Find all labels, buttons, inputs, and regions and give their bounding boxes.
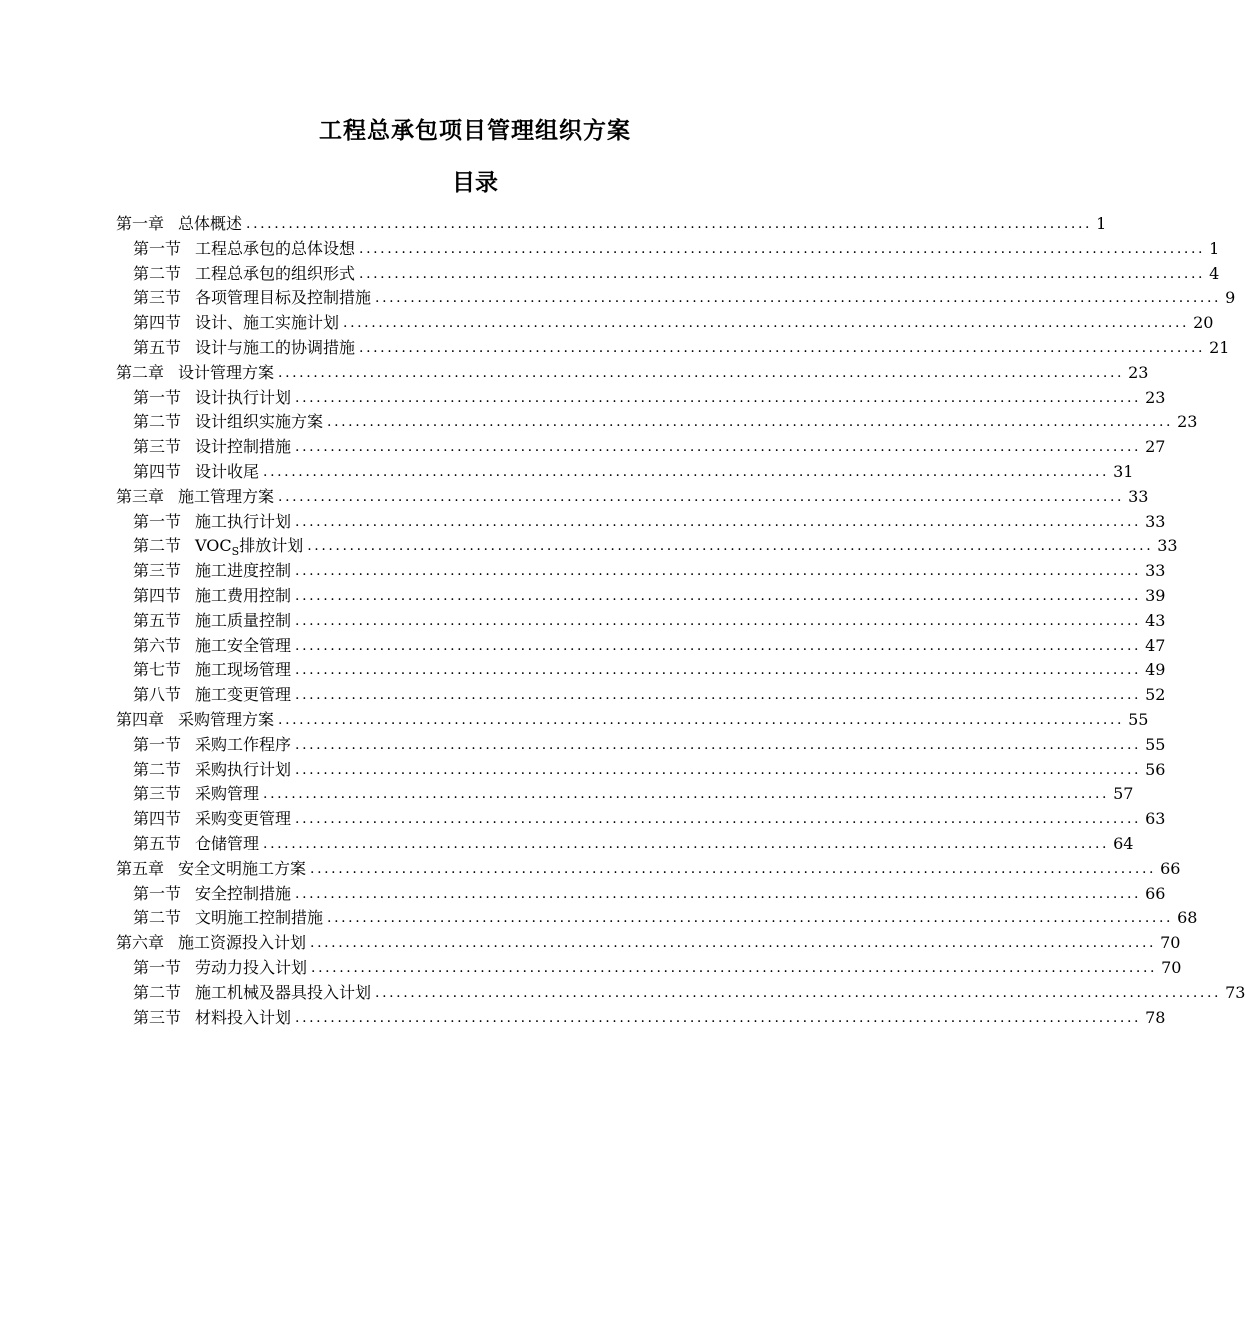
- toc-leader: ........................................................................................................................: [310, 860, 1157, 877]
- toc-entry-section[interactable]: [116, 956, 1182, 981]
- toc-title: 设计管理方案: [178, 362, 275, 382]
- toc-page-number: 33: [1145, 511, 1166, 531]
- toc-entry-chapter[interactable]: [116, 212, 1107, 237]
- toc-title: 各项管理目标及控制措施: [195, 288, 372, 308]
- toc-entry-chapter[interactable]: [116, 361, 1149, 386]
- toc-page-number: 70: [1160, 933, 1181, 953]
- document-title: 工程总承包项目管理组织方案: [319, 118, 631, 144]
- toc-entry-section[interactable]: [116, 832, 1134, 857]
- toc-number: 第一节: [133, 883, 182, 903]
- toc-page-number: 33: [1128, 486, 1149, 506]
- toc-leader: ........................................................................................................................: [278, 488, 1125, 505]
- toc-leader: ........................................................................................................................: [278, 711, 1125, 728]
- toc-page-number: 64: [1113, 833, 1134, 853]
- toc-leader: ........................................................................................................................: [295, 1009, 1142, 1026]
- toc-leader: ........................................................................................................................: [295, 612, 1142, 629]
- toc-page-number: 23: [1145, 387, 1166, 407]
- toc-leader: ........................................................................................................................: [278, 364, 1125, 381]
- toc-entry-section[interactable]: [116, 386, 1166, 411]
- toc-number: 第二节: [133, 908, 182, 928]
- toc-page-number: 68: [1177, 908, 1198, 928]
- toc-title: 安全文明施工方案: [178, 858, 307, 878]
- toc-entry-section[interactable]: [116, 534, 1178, 559]
- toc-entry-chapter[interactable]: [116, 931, 1181, 956]
- toc-leader: ........................................................................................................................: [295, 513, 1142, 530]
- toc-title: 工程总承包的组织形式: [195, 263, 356, 283]
- toc-entry-section[interactable]: [116, 559, 1166, 584]
- toc-page-number: 55: [1128, 709, 1149, 729]
- toc-page-number: 63: [1145, 809, 1166, 829]
- toc-leader: ........................................................................................................................: [295, 687, 1142, 704]
- toc-page-number: 73: [1225, 982, 1245, 1002]
- toc-title: 施工资源投入计划: [178, 933, 307, 953]
- toc-title: 施工安全管理: [195, 635, 292, 655]
- toc-page-number: 1: [1096, 214, 1107, 233]
- toc-entry-section[interactable]: [116, 782, 1134, 807]
- toc-number: 第四节: [133, 313, 182, 333]
- toc-title: 文明施工控制措施: [195, 908, 324, 928]
- toc-leader: ........................................................................................................................: [295, 637, 1142, 654]
- toc-entry-section[interactable]: [116, 584, 1166, 609]
- toc-number: 第三节: [133, 1007, 182, 1027]
- toc-page-number: 57: [1113, 784, 1134, 804]
- toc-leader: ........................................................................................................................: [263, 463, 1110, 480]
- toc-number: 第二章: [116, 362, 165, 382]
- toc-number: 第一节: [133, 238, 182, 258]
- toc-leader: ........................................................................................................................: [327, 910, 1174, 927]
- toc-entry-section[interactable]: [116, 882, 1166, 907]
- toc-number: 第四章: [116, 709, 165, 729]
- toc-entry-section[interactable]: [116, 1006, 1166, 1031]
- toc-page-number: 33: [1145, 561, 1166, 581]
- toc-leader: ........................................................................................................................: [375, 290, 1222, 307]
- toc-number: 第一章: [116, 214, 165, 233]
- toc-entry-section[interactable]: [116, 510, 1166, 535]
- toc-title: 采购工作程序: [195, 734, 292, 754]
- toc-title: 劳动力投入计划: [195, 957, 308, 977]
- toc-entry-chapter[interactable]: [116, 857, 1181, 882]
- toc-number: 第七节: [133, 660, 182, 680]
- toc-title: 施工现场管理: [195, 660, 292, 680]
- toc-leader: ........................................................................................................................: [359, 265, 1206, 282]
- toc-title: 采购执行计划: [195, 759, 292, 779]
- toc-number: 第五节: [133, 337, 182, 357]
- toc-page-number: 66: [1145, 883, 1166, 903]
- toc-entry-chapter[interactable]: [116, 485, 1149, 510]
- toc-leader: ........................................................................................................................: [246, 216, 1093, 232]
- table-of-contents: [116, 212, 1245, 1030]
- toc-leader: ........................................................................................................................: [295, 563, 1142, 580]
- toc-number: 第一节: [133, 957, 182, 977]
- toc-leader: ........................................................................................................................: [327, 414, 1174, 431]
- toc-leader: ........................................................................................................................: [295, 885, 1142, 902]
- toc-leader: ........................................................................................................................: [295, 811, 1142, 828]
- toc-number: 第三节: [133, 288, 182, 308]
- toc-page-number: 56: [1145, 759, 1166, 779]
- toc-leader: ........................................................................................................................: [375, 984, 1222, 1001]
- toc-entry-section[interactable]: [116, 634, 1166, 659]
- toc-number: 第四节: [133, 461, 182, 481]
- toc-heading: 目录: [452, 170, 498, 196]
- toc-title-subscript: S: [231, 545, 240, 559]
- toc-page-number: 23: [1128, 362, 1149, 382]
- toc-entry-section[interactable]: [116, 262, 1220, 287]
- toc-leader: ........................................................................................................................: [295, 389, 1142, 406]
- toc-page-number: 52: [1145, 685, 1166, 705]
- toc-entry-section[interactable]: [116, 237, 1220, 262]
- toc-title: 施工费用控制: [195, 585, 292, 605]
- toc-title: 工程总承包的总体设想: [195, 238, 356, 258]
- toc-number: 第四节: [133, 809, 182, 829]
- toc-leader: ........................................................................................................................: [343, 315, 1190, 332]
- toc-title: 施工机械及器具投入计划: [195, 982, 372, 1002]
- toc-page-number: 49: [1145, 660, 1166, 680]
- toc-entry-section[interactable]: [116, 733, 1166, 758]
- toc-title: 设计收尾: [195, 461, 260, 481]
- toc-title: [195, 536, 304, 559]
- toc-number: 第一节: [133, 387, 182, 407]
- toc-page-number: 20: [1193, 313, 1214, 333]
- toc-page-number: 4: [1209, 263, 1220, 283]
- toc-page-number: 33: [1157, 536, 1178, 556]
- toc-entry-section[interactable]: [116, 609, 1166, 634]
- toc-number: 第二节: [133, 263, 182, 283]
- toc-page-number: 43: [1145, 610, 1166, 630]
- toc-number: 第五节: [133, 610, 182, 630]
- toc-leader: ........................................................................................................................: [359, 240, 1206, 257]
- toc-title: 施工执行计划: [195, 511, 292, 531]
- toc-entry-section[interactable]: [116, 336, 1230, 361]
- toc-entry-section[interactable]: [116, 286, 1236, 311]
- toc-page-number: 31: [1113, 461, 1134, 481]
- toc-title: 施工变更管理: [195, 685, 292, 705]
- toc-number: 第四节: [133, 585, 182, 605]
- toc-title: 材料投入计划: [195, 1007, 292, 1027]
- toc-entry-section[interactable]: [116, 410, 1198, 435]
- toc-title: 设计组织实施方案: [195, 412, 324, 432]
- toc-title: 仓储管理: [195, 833, 260, 853]
- toc-number: 第二节: [133, 982, 182, 1002]
- toc-entry-section[interactable]: [116, 658, 1166, 683]
- toc-title: 总体概述: [178, 214, 243, 233]
- toc-number: 第三节: [133, 437, 182, 457]
- toc-leader: ........................................................................................................................: [263, 786, 1110, 803]
- toc-title: 设计执行计划: [195, 387, 292, 407]
- toc-number: 第二节: [133, 536, 182, 556]
- toc-entry-chapter[interactable]: [116, 708, 1149, 733]
- toc-title: 施工质量控制: [195, 610, 292, 630]
- toc-title-rest: 排放计划: [239, 536, 304, 556]
- toc-number: 第三章: [116, 486, 165, 506]
- toc-title: 采购管理: [195, 784, 260, 804]
- toc-entry-section[interactable]: [116, 435, 1166, 460]
- toc-leader: ........................................................................................................................: [311, 959, 1158, 976]
- toc-leader: ........................................................................................................................: [310, 935, 1157, 952]
- toc-entry-section[interactable]: [116, 906, 1198, 931]
- toc-entry-section[interactable]: [116, 758, 1166, 783]
- toc-page-number: 39: [1145, 585, 1166, 605]
- toc-title: 设计、施工实施计划: [195, 313, 340, 333]
- toc-page-number: 23: [1177, 412, 1198, 432]
- toc-entry-section[interactable]: [116, 981, 1245, 1006]
- toc-page-number: 78: [1145, 1007, 1166, 1027]
- toc-title: 设计控制措施: [195, 437, 292, 457]
- toc-leader: ........................................................................................................................: [295, 662, 1142, 679]
- toc-title: 施工进度控制: [195, 561, 292, 581]
- toc-title: 施工管理方案: [178, 486, 275, 506]
- toc-entry-section[interactable]: [116, 460, 1134, 485]
- toc-number: 第三节: [133, 561, 182, 581]
- toc-number: 第五节: [133, 833, 182, 853]
- toc-page-number: 9: [1225, 288, 1236, 308]
- toc-leader: ........................................................................................................................: [295, 439, 1142, 456]
- toc-title: 设计与施工的协调措施: [195, 337, 356, 357]
- toc-number: 第二节: [133, 759, 182, 779]
- toc-number: 第六章: [116, 933, 165, 953]
- toc-title: 采购变更管理: [195, 809, 292, 829]
- toc-leader: ........................................................................................................................: [295, 587, 1142, 604]
- toc-number: 第五章: [116, 858, 165, 878]
- toc-page-number: 1: [1209, 238, 1220, 258]
- toc-leader: ........................................................................................................................: [295, 761, 1142, 778]
- toc-number: 第三节: [133, 784, 182, 804]
- toc-page-number: 47: [1145, 635, 1166, 655]
- toc-page-number: 55: [1145, 734, 1166, 754]
- toc-title: 采购管理方案: [178, 709, 275, 729]
- toc-leader: ........................................................................................................................: [263, 835, 1110, 852]
- toc-page-number: 27: [1145, 437, 1166, 457]
- toc-entry-section[interactable]: [116, 311, 1214, 336]
- toc-number: 第六节: [133, 635, 182, 655]
- toc-page-number: 70: [1161, 957, 1182, 977]
- toc-number: 第八节: [133, 685, 182, 705]
- toc-title: 安全控制措施: [195, 883, 292, 903]
- toc-page-number: 21: [1209, 337, 1230, 357]
- toc-entry-section[interactable]: [116, 683, 1166, 708]
- toc-leader: ........................................................................................................................: [295, 736, 1142, 753]
- toc-page-number: 66: [1160, 858, 1181, 878]
- toc-leader: ........................................................................................................................: [359, 339, 1206, 356]
- toc-number: 第一节: [133, 734, 182, 754]
- toc-leader: ........................................................................................................................: [307, 538, 1154, 555]
- toc-title-main: VOC: [195, 536, 232, 556]
- toc-number: 第二节: [133, 412, 182, 432]
- toc-number: 第一节: [133, 511, 182, 531]
- toc-entry-section[interactable]: [116, 807, 1166, 832]
